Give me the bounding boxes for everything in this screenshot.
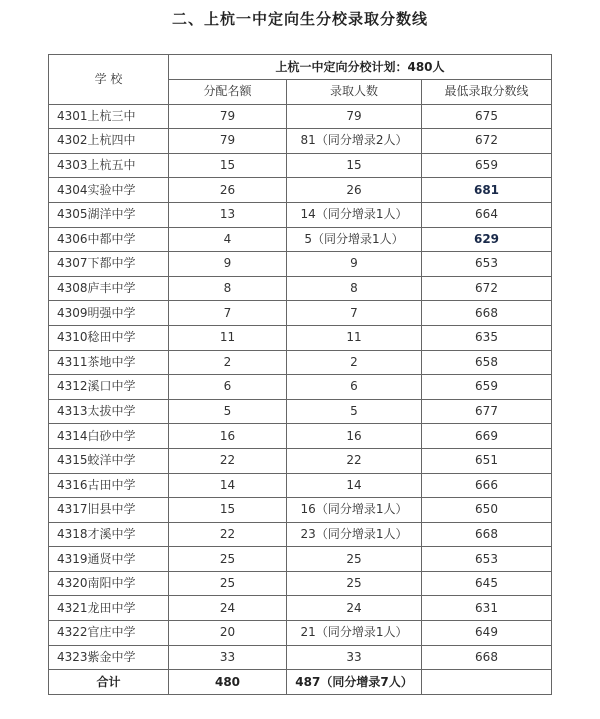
school-cell: 4311茶地中学: [49, 350, 169, 375]
table-row: [49, 645, 552, 670]
total-row: [49, 670, 552, 695]
header-alloc: 分配名额: [169, 80, 287, 105]
alloc-cell: 11: [169, 325, 287, 350]
min-score-cell: 672: [422, 276, 552, 301]
alloc-cell: 79: [169, 104, 287, 129]
table-row: [49, 202, 552, 227]
min-score-cell: 668: [422, 522, 552, 547]
min-score-cell: 668: [422, 645, 552, 670]
admit-cell: 11: [287, 325, 422, 350]
table-row: [49, 596, 552, 621]
header-admit: 录取人数: [287, 80, 422, 105]
school-cell: 4321龙田中学: [49, 596, 169, 621]
alloc-cell: 22: [169, 522, 287, 547]
admit-cell: 9: [287, 252, 422, 277]
alloc-cell: 22: [169, 448, 287, 473]
alloc-cell: 33: [169, 645, 287, 670]
admit-cell: 7: [287, 301, 422, 326]
school-cell: 4307下都中学: [49, 252, 169, 277]
min-score-cell: 659: [422, 153, 552, 178]
school-cell: 4310稔田中学: [49, 325, 169, 350]
min-score-cell: 677: [422, 399, 552, 424]
school-cell: 4303上杭五中: [49, 153, 169, 178]
alloc-cell: 15: [169, 498, 287, 523]
table-row: [49, 104, 552, 129]
header-school: 学 校: [49, 55, 169, 105]
min-score-cell: 659: [422, 375, 552, 400]
school-cell: 4309明强中学: [49, 301, 169, 326]
table-row: [49, 252, 552, 277]
alloc-cell: 79: [169, 129, 287, 154]
table-row: [49, 399, 552, 424]
school-cell: 4323紫金中学: [49, 645, 169, 670]
min-score-cell: 645: [422, 571, 552, 596]
header-row-1: [49, 55, 552, 80]
school-cell: 4322官庄中学: [49, 621, 169, 646]
alloc-cell: 13: [169, 202, 287, 227]
alloc-cell: 5: [169, 399, 287, 424]
admit-cell: 6: [287, 375, 422, 400]
admit-cell: 2: [287, 350, 422, 375]
admit-cell: 8: [287, 276, 422, 301]
admit-cell: 25: [287, 571, 422, 596]
school-cell: 4320南阳中学: [49, 571, 169, 596]
table-row: [49, 375, 552, 400]
school-cell: 4317旧县中学: [49, 498, 169, 523]
min-score-cell: 631: [422, 596, 552, 621]
min-score-cell: 653: [422, 252, 552, 277]
alloc-cell: 6: [169, 375, 287, 400]
table-body: [49, 104, 552, 694]
admit-cell: 16: [287, 424, 422, 449]
table-row: [49, 473, 552, 498]
alloc-cell: 25: [169, 571, 287, 596]
alloc-cell: 9: [169, 252, 287, 277]
table-row: [49, 448, 552, 473]
school-cell: 4319通贤中学: [49, 547, 169, 572]
alloc-cell: 2: [169, 350, 287, 375]
admit-cell: 24: [287, 596, 422, 621]
min-score-cell: 629: [422, 227, 552, 252]
min-score-cell: 658: [422, 350, 552, 375]
alloc-cell: 4: [169, 227, 287, 252]
admit-cell: 15: [287, 153, 422, 178]
header-min-score: 最低录取分数线: [422, 80, 552, 105]
table-row: [49, 350, 552, 375]
table-row: [49, 227, 552, 252]
admit-cell: 25: [287, 547, 422, 572]
table-row: [49, 498, 552, 523]
school-cell: 4316古田中学: [49, 473, 169, 498]
admit-cell: 5（同分增录1人）: [287, 227, 422, 252]
school-cell: 4305湖洋中学: [49, 202, 169, 227]
table-row: [49, 276, 552, 301]
admit-cell: 21（同分增录1人）: [287, 621, 422, 646]
min-score-cell: 664: [422, 202, 552, 227]
table-row: [49, 547, 552, 572]
school-cell: 4315蛟洋中学: [49, 448, 169, 473]
total-alloc: 480: [169, 670, 287, 695]
table-row: [49, 424, 552, 449]
admit-cell: 5: [287, 399, 422, 424]
admit-cell: 14（同分增录1人）: [287, 202, 422, 227]
admit-cell: 23（同分增录1人）: [287, 522, 422, 547]
table-row: [49, 571, 552, 596]
alloc-cell: 25: [169, 547, 287, 572]
alloc-cell: 24: [169, 596, 287, 621]
min-score-cell: 649: [422, 621, 552, 646]
alloc-cell: 16: [169, 424, 287, 449]
min-score-cell: 635: [422, 325, 552, 350]
admit-cell: 26: [287, 178, 422, 203]
school-cell: 4313太拔中学: [49, 399, 169, 424]
min-score-cell: 651: [422, 448, 552, 473]
table-row: [49, 522, 552, 547]
admit-cell: 81（同分增录2人）: [287, 129, 422, 154]
admit-cell: 14: [287, 473, 422, 498]
school-cell: 4308庐丰中学: [49, 276, 169, 301]
school-cell: 4314白砂中学: [49, 424, 169, 449]
school-cell: 4304实验中学: [49, 178, 169, 203]
total-min: [422, 670, 552, 695]
table-row: [49, 301, 552, 326]
min-score-cell: 668: [422, 301, 552, 326]
school-cell: 4318才溪中学: [49, 522, 169, 547]
min-score-cell: 672: [422, 129, 552, 154]
table-row: [49, 129, 552, 154]
school-cell: 4312溪口中学: [49, 375, 169, 400]
min-score-cell: 675: [422, 104, 552, 129]
school-cell: 4302上杭四中: [49, 129, 169, 154]
admit-cell: 16（同分增录1人）: [287, 498, 422, 523]
admit-cell: 79: [287, 104, 422, 129]
table-row: [49, 153, 552, 178]
school-cell: 4306中都中学: [49, 227, 169, 252]
alloc-cell: 14: [169, 473, 287, 498]
table-row: [49, 621, 552, 646]
min-score-cell: 669: [422, 424, 552, 449]
min-score-cell: 653: [422, 547, 552, 572]
school-cell: 4301上杭三中: [49, 104, 169, 129]
admission-table: [48, 54, 552, 695]
table-row: [49, 178, 552, 203]
admit-cell: 33: [287, 645, 422, 670]
alloc-cell: 7: [169, 301, 287, 326]
total-label: 合计: [49, 670, 169, 695]
total-admit: 487（同分增录7人）: [287, 670, 422, 695]
admit-cell: 22: [287, 448, 422, 473]
alloc-cell: 15: [169, 153, 287, 178]
table-row: [49, 325, 552, 350]
min-score-cell: 650: [422, 498, 552, 523]
alloc-cell: 20: [169, 621, 287, 646]
alloc-cell: 26: [169, 178, 287, 203]
page-title: 二、上杭一中定向生分校录取分数线: [171, 10, 428, 28]
header-plan: 上杭一中定向分校计划：480人: [169, 55, 552, 80]
min-score-cell: 681: [422, 178, 552, 203]
alloc-cell: 8: [169, 276, 287, 301]
min-score-cell: 666: [422, 473, 552, 498]
